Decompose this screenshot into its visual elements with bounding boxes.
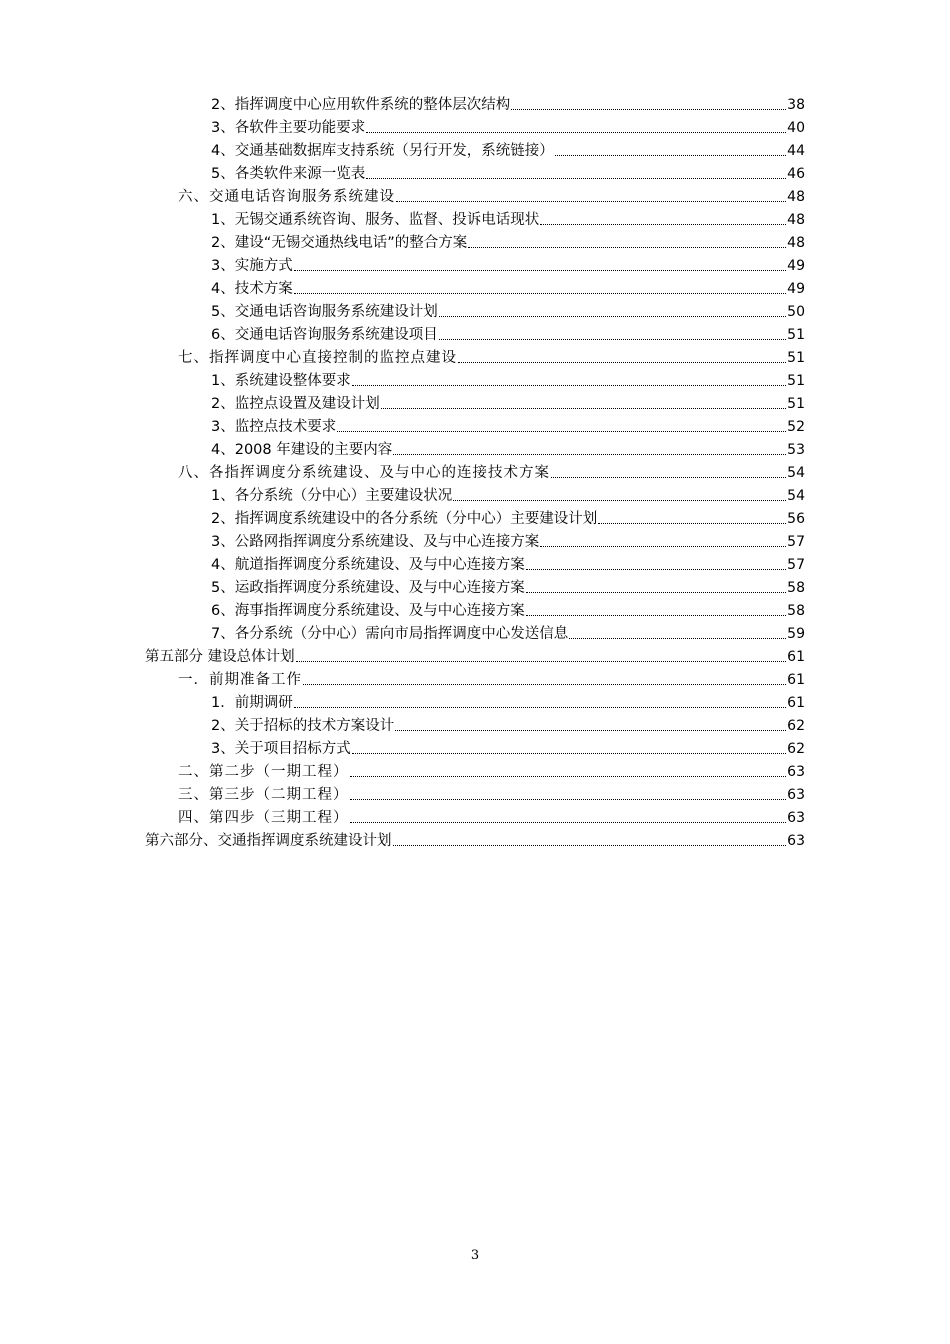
toc-leader-dots [598, 522, 786, 524]
toc-leader-dots [526, 568, 786, 570]
toc-entry[interactable] [211, 321, 805, 344]
toc-section-title: 七、指挥调度中心直接控制的监控点建设 [178, 350, 457, 366]
toc-leader-dots [366, 131, 786, 133]
toc-entry-page: 48 [787, 235, 805, 251]
toc-entry[interactable] [211, 712, 805, 735]
toc-entry-page: 44 [787, 143, 805, 159]
toc-entry-title: 3、监控点技术要求 [211, 419, 337, 435]
toc-entry-page: 58 [787, 603, 805, 619]
toc-entry-title: 4、航道指挥调度分系统建设、及与中心连接方案 [211, 557, 525, 573]
toc-entry-title: 5、各类软件来源一览表 [211, 166, 366, 182]
toc-entry-page: 54 [787, 488, 805, 504]
toc-entry-page: 61 [787, 695, 805, 711]
toc-entry[interactable] [211, 551, 805, 574]
toc-entry-title: 3、关于项目招标方式 [211, 741, 351, 757]
toc-section[interactable] [178, 666, 805, 689]
toc-entry-page: 52 [787, 419, 805, 435]
toc-leader-dots [352, 752, 786, 754]
toc-section[interactable] [178, 459, 805, 482]
toc-entry-title: 4、技术方案 [211, 281, 293, 297]
toc-leader-dots [551, 476, 786, 478]
toc-section-page: 51 [787, 350, 805, 366]
toc-entry[interactable] [211, 275, 805, 298]
toc-entry[interactable] [211, 482, 805, 505]
toc-entry-page: 38 [787, 97, 805, 113]
toc-entry-title: 3、公路网指挥调度分系统建设、及与中心连接方案 [211, 534, 540, 550]
toc-leader-dots [393, 453, 786, 455]
toc-leader-dots [526, 591, 786, 593]
toc-leader-dots [396, 200, 786, 202]
toc-entry[interactable] [211, 436, 805, 459]
toc-leader-dots [395, 729, 786, 731]
toc-entry-page: 49 [787, 258, 805, 274]
toc-leader-dots [350, 775, 787, 777]
toc-part[interactable] [145, 827, 805, 850]
toc-part-page: 61 [787, 649, 805, 665]
toc-section[interactable] [178, 758, 805, 781]
toc-entry[interactable] [211, 137, 805, 160]
toc-entry-page: 50 [787, 304, 805, 320]
toc-section-page: 48 [787, 189, 805, 205]
toc-entry-title: 2、建设“无锡交通热线电话”的整合方案 [211, 235, 468, 251]
toc-leader-dots [296, 660, 787, 662]
toc-entry-page: 40 [787, 120, 805, 136]
toc-entry[interactable] [211, 505, 805, 528]
toc-entry-title: 3、实施方式 [211, 258, 293, 274]
toc-entry-title: 6、海事指挥调度分系统建设、及与中心连接方案 [211, 603, 525, 619]
toc-entry-page: 56 [787, 511, 805, 527]
toc-section-title: 二、第二步（一期工程） [178, 764, 349, 780]
toc-entry[interactable] [211, 114, 805, 137]
toc-entry[interactable] [211, 298, 805, 321]
toc-part[interactable] [145, 643, 805, 666]
toc-part-title: 第五部分 建设总体计划 [145, 649, 295, 665]
toc-entry-title: 1、系统建设整体要求 [211, 373, 351, 389]
toc-entry-title: 1、无锡交通系统咨询、服务、监督、投诉电话现状 [211, 212, 540, 228]
toc-entry-page: 58 [787, 580, 805, 596]
toc-entry[interactable] [211, 91, 805, 114]
toc-entry-title: 7、各分系统（分中心）需向市局指挥调度中心发送信息 [211, 626, 569, 642]
toc-leader-dots [352, 384, 786, 386]
toc-section[interactable] [178, 781, 805, 804]
toc-leader-dots [540, 223, 786, 225]
toc-section[interactable] [178, 804, 805, 827]
toc-section-page: 61 [787, 672, 805, 688]
toc-leader-dots [294, 269, 786, 271]
toc-leader-dots [393, 844, 787, 846]
toc-entry[interactable] [211, 206, 805, 229]
toc-leader-dots [439, 315, 786, 317]
toc-leader-dots [468, 246, 786, 248]
toc-entry-title: 2、监控点设置及建设计划 [211, 396, 380, 412]
toc-section-title: 四、第四步（三期工程） [178, 810, 349, 826]
toc-section[interactable] [178, 344, 805, 367]
toc-entry-page: 53 [787, 442, 805, 458]
toc-section[interactable] [178, 183, 805, 206]
toc-entry[interactable] [211, 367, 805, 390]
toc-entry-title: 4、交通基础数据库支持系统（另行开发，系统链接） [211, 143, 554, 159]
toc-entry-title: 2、指挥调度中心应用软件系统的整体层次结构 [211, 97, 511, 113]
toc-leader-dots [381, 407, 786, 409]
toc-part-title: 第六部分、交通指挥调度系统建设计划 [145, 833, 392, 849]
toc-leader-dots [458, 361, 786, 363]
toc-entry[interactable] [211, 160, 805, 183]
toc-entry-title: 6、交通电话咨询服务系统建设项目 [211, 327, 438, 343]
toc-entry[interactable] [211, 390, 805, 413]
toc-leader-dots [303, 683, 786, 685]
toc-entry-title: 2、指挥调度系统建设中的各分系统（分中心）主要建设计划 [211, 511, 598, 527]
toc-entry[interactable] [211, 620, 805, 643]
toc-entry-page: 59 [787, 626, 805, 642]
toc-entry-title: 1、各分系统（分中心）主要建设状况 [211, 488, 453, 504]
toc-entry[interactable] [211, 528, 805, 551]
toc-entry-title: 5、交通电话咨询服务系统建设计划 [211, 304, 438, 320]
toc-section-title: 八、各指挥调度分系统建设、及与中心的连接技术方案 [178, 465, 550, 481]
toc-entry-title: 4、2008 年建设的主要内容 [211, 442, 393, 458]
toc-leader-dots [350, 821, 787, 823]
toc-section-page: 63 [787, 787, 805, 803]
toc-entry-title: 3、各软件主要功能要求 [211, 120, 366, 136]
toc-section-title: 六、交通电话咨询服务系统建设 [178, 189, 395, 205]
toc-leader-dots [294, 292, 786, 294]
toc-entry-page: 57 [787, 557, 805, 573]
toc-leader-dots [453, 499, 786, 501]
toc-entry-title: 2、关于招标的技术方案设计 [211, 718, 395, 734]
toc-section-title: 一．前期准备工作 [178, 672, 302, 688]
toc-section-page: 63 [787, 810, 805, 826]
toc-entry-title: 1．前期调研 [211, 695, 293, 711]
toc-section-page: 63 [787, 764, 805, 780]
toc-leader-dots [366, 177, 786, 179]
toc-entry[interactable] [211, 229, 805, 252]
toc-leader-dots [511, 108, 786, 110]
toc-entry[interactable] [211, 735, 805, 758]
toc-leader-dots [294, 706, 786, 708]
toc-entry-page: 51 [787, 396, 805, 412]
toc-leader-dots [555, 154, 786, 156]
toc-section-page: 54 [787, 465, 805, 481]
toc-leader-dots [350, 798, 787, 800]
toc-leader-dots [337, 430, 786, 432]
toc-section-title: 三、第三步（二期工程） [178, 787, 349, 803]
toc-leader-dots [569, 637, 786, 639]
toc-entry-page: 51 [787, 327, 805, 343]
toc-leader-dots [439, 338, 786, 340]
toc-entry[interactable] [211, 252, 805, 275]
toc-part-page: 63 [787, 833, 805, 849]
toc-entry-title: 5、运政指挥调度分系统建设、及与中心连接方案 [211, 580, 525, 596]
toc-entry-page: 48 [787, 212, 805, 228]
toc-leader-dots [526, 614, 786, 616]
toc-entry[interactable] [211, 597, 805, 620]
toc-leader-dots [540, 545, 786, 547]
toc-entry[interactable] [211, 574, 805, 597]
toc-entry[interactable] [211, 689, 805, 712]
toc-entry-page: 62 [787, 741, 805, 757]
page-number: 3 [470, 1248, 480, 1263]
toc-entry-page: 49 [787, 281, 805, 297]
toc-entry-page: 46 [787, 166, 805, 182]
toc-entry-page: 57 [787, 534, 805, 550]
toc-entry-page: 51 [787, 373, 805, 389]
toc-entry[interactable] [211, 413, 805, 436]
toc-entry-page: 62 [787, 718, 805, 734]
